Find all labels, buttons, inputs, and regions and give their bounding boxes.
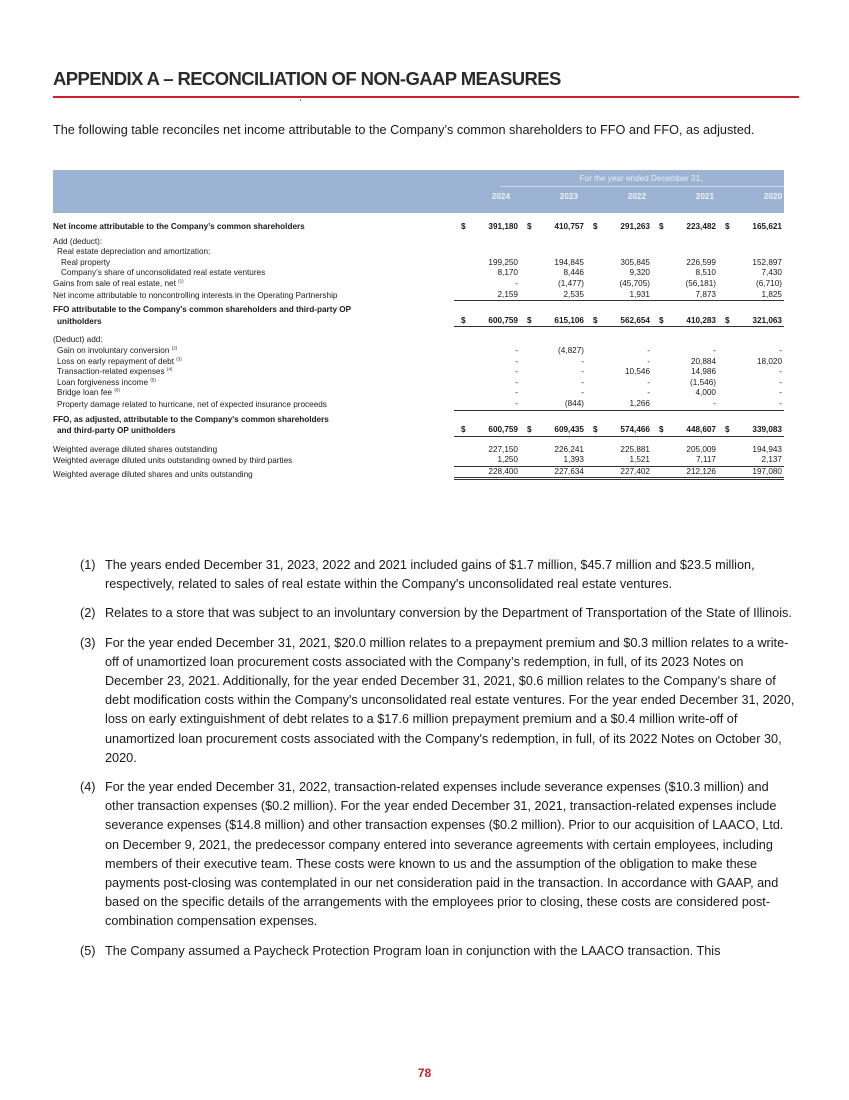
currency-symbol: $ (527, 222, 532, 231)
currency-symbol: $ (527, 315, 532, 325)
value-cell: 14,986 (690, 367, 716, 377)
footnote-text: For the year ended December 31, 2022, transaction-related expenses include severance expenses ($10.3 million) and other transaction expenses ($0.2 million). For the year ended December 31, 2021, transaction-related expenses include severance expenses ($14.8 million) and other transaction expenses ($0.2 million). Prior to our acquisition of LAACO, Ltd. on December 9, 2021, the predecessor company entered into severance agreements with certain employees, including members of their executive team. These costs were known to us and the assumption of the obligation to make these payments post-closing was contemplated in our net consideration paid in the transaction. In accordance with GAAP, and based on the specific details of the arrangements with the employees prior to closing, these costs are considered post-combination compensation expenses. (105, 780, 784, 929)
value-cell: - (515, 388, 518, 398)
footnote-number: (3) (80, 635, 96, 650)
value-cell: (56,181) (685, 278, 716, 288)
value-cell: 7,117 (652, 455, 718, 467)
value-cell: - (779, 367, 782, 377)
value-cell: 227,402 (586, 467, 652, 481)
footnote (80, 778, 796, 932)
value-cell (454, 425, 520, 437)
value-number: 448,607 (686, 425, 716, 435)
table-row (53, 367, 784, 378)
row-label: Transaction-related expenses $^{(4)}$ (57, 366, 173, 377)
footnote (80, 634, 796, 768)
footnote-ref: (3) (176, 355, 182, 361)
value-cell (718, 425, 784, 437)
value-cell (586, 316, 652, 328)
table-row (53, 258, 784, 269)
table-row (53, 305, 784, 316)
footnote-ref: (5) (150, 376, 156, 382)
value-cell: 1,266 (586, 399, 652, 411)
value-cell (520, 316, 586, 328)
table-row (53, 247, 784, 258)
value-cell: 1,250 (454, 455, 520, 467)
footnote-ref: (2) (171, 345, 178, 351)
footnote-text: Relates to a store that was subject to an involuntary conversion by the Department of Transportation of the State of Illinois. (105, 606, 792, 621)
table-row (53, 290, 784, 302)
period-title: For the year ended December 31, (579, 174, 703, 183)
value-cell: 197,080 (718, 467, 784, 481)
value-cell: - (515, 278, 518, 288)
value-cell: 2,159 (454, 290, 520, 302)
reconciliation-table (53, 170, 784, 480)
row-label: FFO attributable to the Company's common shareholders and third-party OP (53, 305, 352, 315)
row-label: Add (deduct): (53, 236, 103, 246)
table-row (53, 357, 784, 368)
currency-symbol: $ (593, 315, 598, 325)
row-label: Weighted average diluted units outstanding owned by third parties (53, 456, 293, 466)
value-cell: - (779, 345, 782, 355)
table-row (53, 378, 784, 389)
value-cell: 305,845 (620, 257, 650, 267)
row-label: Weighted average diluted shares outstanding (53, 444, 218, 454)
value-number: 615,106 (554, 315, 584, 325)
value-number: 165,621 (752, 222, 782, 231)
value-number: 321,063 (752, 315, 782, 325)
value-cell: 20,884 (690, 356, 716, 366)
row-label: (Deduct) add: (53, 335, 103, 345)
value-cell: - (515, 356, 518, 366)
value-number: 391,180 (488, 222, 518, 231)
value-cell: 8,446 (563, 268, 584, 278)
value-cell: 227,150 (488, 444, 518, 454)
table-row (53, 279, 784, 290)
value-cell: - (713, 345, 716, 355)
value-cell: 7,873 (652, 290, 718, 302)
footnote-number: (5) (80, 943, 96, 958)
value-cell: (4,827) (558, 345, 584, 355)
table-row (53, 316, 784, 328)
value-cell: - (718, 399, 784, 411)
year-headers (53, 192, 784, 201)
currency-symbol: $ (593, 222, 598, 231)
row-label: Bridge loan fee $^{(6)}$ (57, 387, 120, 398)
value-cell: 1,931 (586, 290, 652, 302)
currency-symbol: $ (593, 425, 598, 435)
value-number: 291,263 (620, 222, 650, 231)
table-row (53, 425, 784, 437)
footnote-ref: (6) (114, 387, 120, 393)
row-label: Net income attributable to noncontrolling interests in the Operating Partnership (53, 290, 338, 300)
value-cell: - (515, 367, 518, 377)
value-cell: 212,126 (652, 467, 718, 481)
row-label: Property damage related to hurricane, net of expected insurance proceeds (57, 399, 327, 409)
row-label: Company’s share of unconsolidated real estate ventures (61, 268, 266, 278)
table-row (53, 268, 784, 279)
value-cell: 227,634 (520, 467, 586, 481)
row-label: FFO, as adjusted, attributable to the Company's common shareholders (53, 414, 329, 424)
value-cell (586, 425, 652, 437)
value-cell: 1,825 (718, 290, 784, 302)
value-cell (718, 316, 784, 328)
row-label: Gain on involuntary conversion $^{(2)}$ (57, 345, 178, 355)
value-cell: 205,009 (686, 444, 716, 454)
value-cell: 225,881 (620, 444, 650, 454)
value-cell: 228,400 (454, 467, 520, 481)
value-cell: 8,510 (695, 268, 716, 278)
value-cell: 1,393 (520, 455, 586, 467)
table-row (53, 237, 784, 248)
value-cell (586, 222, 652, 233)
value-cell: - (647, 356, 650, 366)
value-cell: - (779, 388, 782, 398)
footnote-ref: (1) (178, 278, 184, 284)
value-number: 339,083 (752, 425, 782, 435)
value-cell: 226,241 (554, 444, 584, 454)
value-cell: - (581, 377, 584, 387)
value-number: 600,759 (488, 425, 518, 435)
table-row (53, 222, 784, 233)
value-cell: 1,521 (586, 455, 652, 467)
value-cell (718, 222, 784, 233)
value-cell: 194,943 (752, 444, 782, 454)
value-number: 562,654 (620, 315, 650, 325)
currency-symbol: $ (659, 315, 664, 325)
value-cell: 4,000 (695, 388, 716, 398)
value-cell: 199,250 (488, 257, 518, 267)
currency-symbol: $ (461, 315, 466, 325)
footnote-text: The years ended December 31, 2023, 2022 and 2021 included gains of $1.7 million, $45.7 million and $23.5 million, respectively, related to sales of real estate within the Company's unconsolidated real estate ventures. (105, 558, 755, 592)
year-header: 2020 (763, 192, 782, 201)
row-label: Net income attributable to the Company’s common shareholders (53, 222, 305, 231)
value-cell: 226,599 (686, 257, 716, 267)
footnote-number: (1) (80, 558, 96, 572)
value-cell: - (647, 388, 650, 398)
value-number: 600,759 (488, 315, 518, 325)
value-cell: - (515, 377, 518, 387)
year-header: 2023 (559, 192, 578, 201)
currency-symbol: $ (725, 222, 730, 231)
value-cell: - (581, 356, 584, 366)
value-cell: 10,546 (624, 367, 650, 377)
value-cell: (6,710) (756, 278, 782, 288)
footnote (80, 604, 796, 623)
row-label: Loan forgiveness income $^{(5)}$ (57, 376, 156, 387)
currency-symbol: $ (461, 222, 466, 231)
row-label: Weighted average diluted shares and units outstanding (53, 469, 253, 479)
table-row (53, 455, 784, 467)
table-row (53, 467, 784, 481)
heading-tick-mark (300, 99, 301, 101)
value-cell: 2,137 (718, 455, 784, 467)
row-label: Real estate depreciation and amortization: (57, 247, 211, 257)
footnotes (80, 556, 796, 971)
value-cell: (844) (520, 399, 586, 411)
value-cell: - (647, 345, 650, 355)
table-row (53, 399, 784, 411)
value-cell (520, 222, 586, 233)
currency-symbol: $ (461, 425, 466, 435)
value-cell: 152,897 (752, 257, 782, 267)
table-row (53, 415, 784, 426)
table-row (53, 388, 784, 399)
year-header: 2022 (627, 192, 646, 201)
table-row (53, 445, 784, 456)
footnote-number: (2) (80, 606, 96, 621)
value-number: 410,283 (686, 315, 716, 325)
year-header: 2024 (491, 192, 510, 201)
row-label: and third-party OP unitholders (57, 426, 176, 436)
currency-symbol: $ (659, 425, 664, 435)
footnote (80, 942, 796, 961)
currency-symbol: $ (725, 425, 730, 435)
row-label: unitholders (57, 316, 102, 326)
intro-paragraph: The following table reconciles net income attributable to the Company’s common shareholders to FFO and FFO, as adjusted. (53, 123, 755, 137)
value-number: 410,757 (554, 222, 584, 231)
value-cell (454, 222, 520, 233)
value-number: 609,435 (554, 425, 584, 435)
value-cell (652, 222, 718, 233)
row-label: Loss on early repayment of debt $^{(3)}$ (57, 355, 182, 366)
value-number: 223,482 (686, 222, 716, 231)
value-cell: - (581, 367, 584, 377)
table-row (53, 335, 784, 346)
value-cell: - (779, 377, 782, 387)
period-rule (500, 186, 784, 187)
value-cell: (1,477) (558, 278, 584, 288)
value-number: 574,466 (620, 425, 650, 435)
footnote-text: The Company assumed a Paycheck Protection Program loan in conjunction with the LAACO transaction. This (105, 943, 721, 958)
value-cell (652, 425, 718, 437)
value-cell: - (454, 399, 520, 411)
value-cell: 18,020 (756, 356, 782, 366)
value-cell (652, 316, 718, 328)
table-header (53, 170, 784, 213)
currency-symbol: $ (527, 425, 532, 435)
value-cell: - (652, 399, 718, 411)
value-cell: - (581, 388, 584, 398)
value-cell: 7,430 (761, 268, 782, 278)
row-label: Real property (61, 257, 111, 267)
value-cell: 8,170 (497, 268, 518, 278)
table-row (53, 346, 784, 357)
currency-symbol: $ (659, 222, 664, 231)
value-cell: 9,320 (629, 268, 650, 278)
page-heading: APPENDIX A – RECONCILIATION OF NON-GAAP MEASURES (53, 68, 799, 98)
currency-symbol: $ (725, 315, 730, 325)
page-number: 78 (417, 1066, 432, 1080)
footnote (80, 556, 796, 594)
footnote-ref: (4) (166, 366, 173, 372)
year-header: 2021 (695, 192, 714, 201)
footnote-number: (4) (80, 780, 96, 795)
value-cell: (1,546) (690, 377, 716, 387)
value-cell: (45,705) (619, 278, 650, 288)
value-cell (520, 425, 586, 437)
value-cell: - (647, 377, 650, 387)
value-cell: 194,845 (554, 257, 584, 267)
value-cell (454, 316, 520, 328)
value-cell: 2,535 (520, 290, 586, 302)
row-label: Gains from sale of real estate, net $^{(1)}$ (53, 278, 184, 288)
value-cell: - (515, 345, 518, 355)
footnote-text: For the year ended December 31, 2021, $20.0 million relates to a prepayment premium and $0.3 million relates to a write-off of unamortized loan procurement costs associated with the Company’s redemption, in full, of its 2023 Notes on December 23, 2021. Additionally, for the year ended December 31, 2021, $0.6 million relates to the Company's share of debt modification costs within the Company's unconsolidated real estate ventures. For the year ended December 31, 2020, loss on early extinguishment of debt relates to a $17.6 million prepayment premium and a $0.4 million write-off of unamortized loan procurement costs associated with the Company's redemption, in full, of its 2022 Notes on October 30, 2020. (105, 635, 795, 765)
